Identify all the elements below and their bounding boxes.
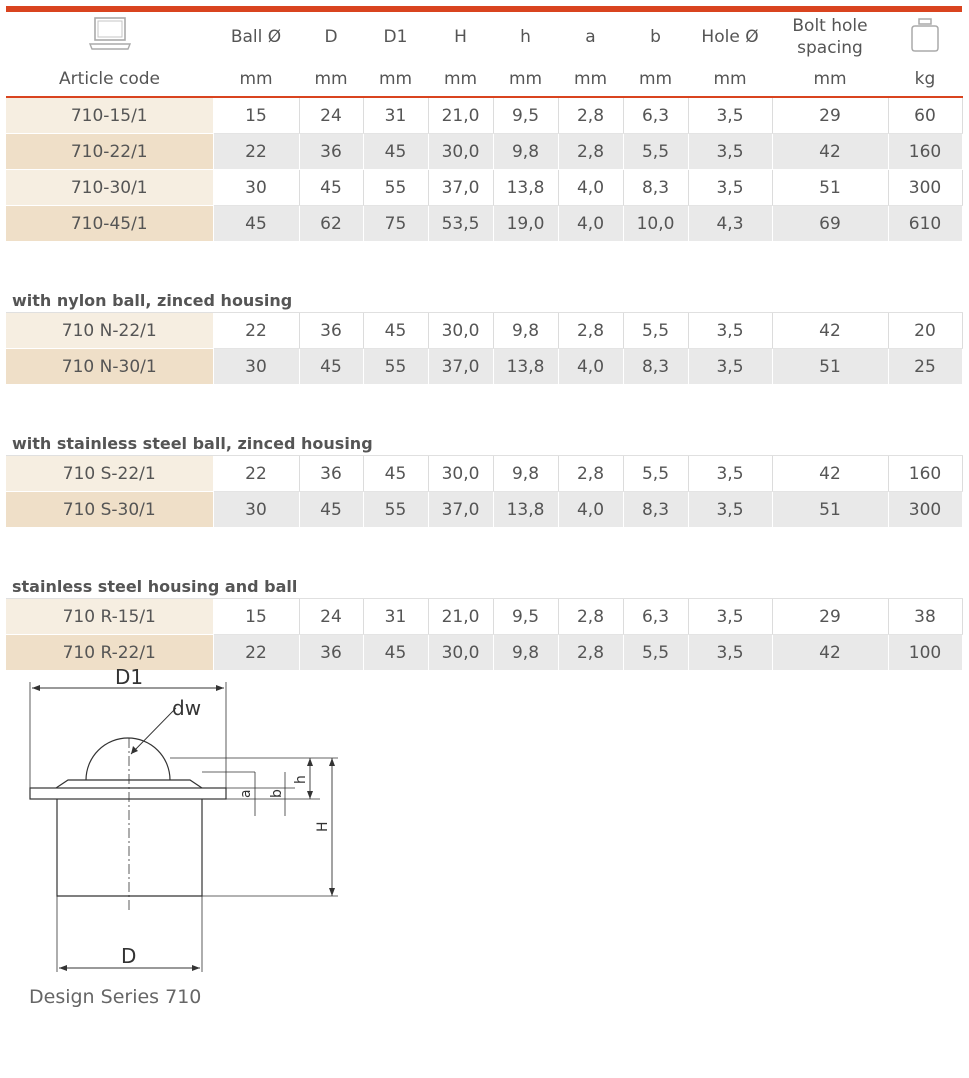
- column-header: D: [324, 27, 338, 47]
- value-cell: 75: [363, 206, 428, 242]
- value-cell: 21,0: [428, 599, 493, 635]
- value-cell: 13,8: [493, 492, 558, 528]
- value-cell: 30: [213, 349, 299, 385]
- column-header: Hole Ø: [701, 27, 759, 47]
- value-cell: 8,3: [623, 349, 688, 385]
- group-title: with nylon ball, zinced housing: [6, 290, 962, 313]
- value-cell: 4,0: [558, 170, 623, 206]
- article-code-cell: 710 R-22/1: [6, 635, 213, 671]
- flange: [30, 788, 226, 799]
- spacer-cell: [6, 385, 962, 434]
- value-cell: 22: [213, 635, 299, 671]
- value-cell: 15: [213, 97, 299, 134]
- spacer-cell: [6, 242, 962, 291]
- value-cell: 3,5: [688, 97, 772, 134]
- value-cell: 2,8: [558, 635, 623, 671]
- table-row: [6, 349, 962, 385]
- label-dw: dw: [172, 696, 202, 720]
- value-cell: 4,0: [558, 206, 623, 242]
- value-cell: 22: [213, 456, 299, 492]
- value-cell: 5,5: [623, 313, 688, 349]
- value-cell: 51: [772, 170, 888, 206]
- unit-label: mm: [213, 62, 299, 97]
- group-spacer: [6, 528, 962, 577]
- value-cell: 15: [213, 599, 299, 635]
- group-spacer: [6, 385, 962, 434]
- column-header: D1: [383, 27, 408, 47]
- column-header: Bolt hole spacing: [792, 16, 868, 58]
- group-title-row: [6, 433, 962, 456]
- value-cell: 24: [299, 599, 363, 635]
- column-header: Ball Ø: [230, 27, 282, 47]
- article-code-cell: 710-30/1: [6, 170, 213, 206]
- value-cell: 9,8: [493, 134, 558, 170]
- unit-label: mm: [299, 62, 363, 97]
- value-cell: 55: [363, 492, 428, 528]
- value-cell: 3,5: [688, 313, 772, 349]
- value-cell: 30,0: [428, 134, 493, 170]
- value-cell: 5,5: [623, 635, 688, 671]
- value-cell: 9,8: [493, 313, 558, 349]
- value-cell: 2,8: [558, 599, 623, 635]
- column-header-article-code: Article code: [6, 62, 213, 97]
- table-row: [6, 206, 962, 242]
- value-cell: 45: [363, 313, 428, 349]
- value-cell: 20: [888, 313, 962, 349]
- label-D: D: [121, 944, 137, 968]
- value-cell: 30,0: [428, 635, 493, 671]
- value-cell: 4,0: [558, 492, 623, 528]
- value-cell: 62: [299, 206, 363, 242]
- unit-label: mm: [772, 62, 888, 97]
- value-cell: 300: [888, 492, 962, 528]
- value-cell: 9,8: [493, 456, 558, 492]
- table-row: [6, 599, 962, 635]
- value-cell: 22: [213, 134, 299, 170]
- value-cell: 36: [299, 635, 363, 671]
- article-code-cell: 710 S-22/1: [6, 456, 213, 492]
- value-cell: 25: [888, 349, 962, 385]
- label-h: h: [293, 775, 309, 784]
- value-cell: 38: [888, 599, 962, 635]
- housing: [57, 799, 202, 896]
- value-cell: 53,5: [428, 206, 493, 242]
- unit-label: kg: [888, 62, 962, 97]
- value-cell: 3,5: [688, 456, 772, 492]
- value-cell: 45: [363, 456, 428, 492]
- value-cell: 60: [888, 97, 962, 134]
- value-cell: 37,0: [428, 492, 493, 528]
- article-code-cell: 710 S-30/1: [6, 492, 213, 528]
- value-cell: 30: [213, 492, 299, 528]
- value-cell: 300: [888, 170, 962, 206]
- table-row: [6, 456, 962, 492]
- article-code-cell: 710-15/1: [6, 97, 213, 134]
- unit-label: mm: [558, 62, 623, 97]
- value-cell: 3,5: [688, 170, 772, 206]
- article-code-cell: 710 N-22/1: [6, 313, 213, 349]
- computer-icon-cell: [6, 12, 213, 62]
- value-cell: 100: [888, 635, 962, 671]
- unit-label: mm: [493, 62, 558, 97]
- value-cell: 29: [772, 97, 888, 134]
- value-cell: 3,5: [688, 599, 772, 635]
- value-cell: 45: [299, 170, 363, 206]
- value-cell: 6,3: [623, 97, 688, 134]
- value-cell: 69: [772, 206, 888, 242]
- value-cell: 9,5: [493, 599, 558, 635]
- value-cell: 24: [299, 97, 363, 134]
- value-cell: 31: [363, 97, 428, 134]
- value-cell: 55: [363, 170, 428, 206]
- value-cell: 10,0: [623, 206, 688, 242]
- value-cell: 3,5: [688, 492, 772, 528]
- table-row: [6, 492, 962, 528]
- value-cell: 45: [213, 206, 299, 242]
- value-cell: 13,8: [493, 349, 558, 385]
- value-cell: 42: [772, 134, 888, 170]
- value-cell: 160: [888, 456, 962, 492]
- article-code-cell: 710-45/1: [6, 206, 213, 242]
- value-cell: 3,5: [688, 134, 772, 170]
- value-cell: 45: [299, 492, 363, 528]
- column-header: h: [520, 27, 531, 47]
- value-cell: 8,3: [623, 492, 688, 528]
- value-cell: 36: [299, 313, 363, 349]
- value-cell: 45: [299, 349, 363, 385]
- value-cell: 13,8: [493, 170, 558, 206]
- column-header: a: [585, 27, 596, 47]
- drawing-caption: Design Series 710: [29, 986, 202, 1008]
- group-title: with stainless steel ball, zinced housing: [6, 433, 962, 456]
- value-cell: 45: [363, 635, 428, 671]
- value-cell: 160: [888, 134, 962, 170]
- computer-icon: [88, 16, 132, 52]
- weight-icon: [910, 15, 940, 53]
- label-a: a: [238, 789, 254, 798]
- value-cell: 19,0: [493, 206, 558, 242]
- value-cell: 8,3: [623, 170, 688, 206]
- value-cell: 5,5: [623, 456, 688, 492]
- value-cell: 2,8: [558, 313, 623, 349]
- value-cell: 42: [772, 313, 888, 349]
- table-row: [6, 134, 962, 170]
- value-cell: 37,0: [428, 170, 493, 206]
- value-cell: 5,5: [623, 134, 688, 170]
- value-cell: 42: [772, 456, 888, 492]
- value-cell: 29: [772, 599, 888, 635]
- unit-label: mm: [363, 62, 428, 97]
- group-title-row: [6, 576, 962, 599]
- value-cell: 9,5: [493, 97, 558, 134]
- value-cell: 36: [299, 456, 363, 492]
- value-cell: 36: [299, 134, 363, 170]
- unit-label: mm: [688, 62, 772, 97]
- value-cell: 6,3: [623, 599, 688, 635]
- unit-label: mm: [623, 62, 688, 97]
- value-cell: 2,8: [558, 134, 623, 170]
- article-code-cell: 710-22/1: [6, 134, 213, 170]
- article-code-cell: 710 R-15/1: [6, 599, 213, 635]
- value-cell: 4,0: [558, 349, 623, 385]
- label-b: b: [269, 789, 285, 798]
- group-spacer: [6, 242, 962, 291]
- value-cell: 610: [888, 206, 962, 242]
- label-D1: D1: [115, 665, 144, 689]
- table-row: [6, 170, 962, 206]
- value-cell: 37,0: [428, 349, 493, 385]
- value-cell: 31: [363, 599, 428, 635]
- value-cell: 3,5: [688, 349, 772, 385]
- value-cell: 4,3: [688, 206, 772, 242]
- column-header: b: [650, 27, 661, 47]
- value-cell: 30: [213, 170, 299, 206]
- value-cell: 51: [772, 349, 888, 385]
- spec-table: [6, 12, 963, 671]
- group-title-row: [6, 290, 962, 313]
- spacer-cell: [6, 528, 962, 577]
- value-cell: 3,5: [688, 635, 772, 671]
- label-H: H: [315, 821, 331, 832]
- table-row: [6, 313, 962, 349]
- value-cell: 45: [363, 134, 428, 170]
- unit-label: mm: [428, 62, 493, 97]
- article-code-cell: 710 N-30/1: [6, 349, 213, 385]
- ball-dome: [86, 738, 170, 780]
- value-cell: 42: [772, 635, 888, 671]
- value-cell: 30,0: [428, 313, 493, 349]
- column-header: H: [454, 27, 467, 47]
- value-cell: 21,0: [428, 97, 493, 134]
- weight-icon-cell: [888, 12, 962, 62]
- value-cell: 2,8: [558, 456, 623, 492]
- group-title: stainless steel housing and ball: [6, 576, 962, 599]
- value-cell: 51: [772, 492, 888, 528]
- value-cell: 9,8: [493, 635, 558, 671]
- value-cell: 2,8: [558, 97, 623, 134]
- table-row: [6, 97, 962, 134]
- technical-drawing: [20, 662, 360, 982]
- value-cell: 30,0: [428, 456, 493, 492]
- value-cell: 55: [363, 349, 428, 385]
- value-cell: 22: [213, 313, 299, 349]
